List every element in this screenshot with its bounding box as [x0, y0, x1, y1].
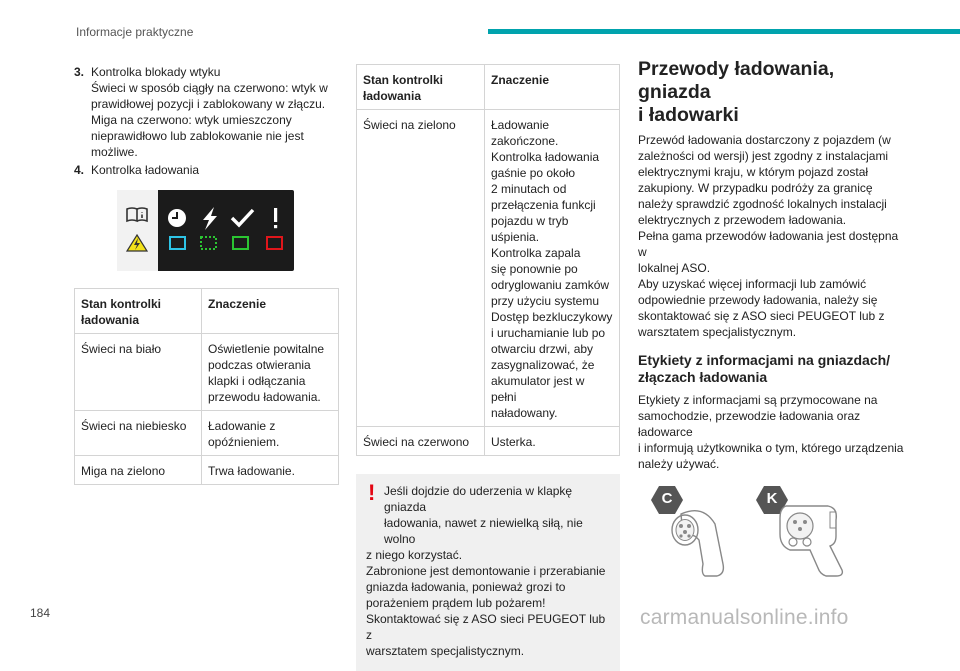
page-number: 184 — [30, 606, 51, 620]
table-cell: Usterka. — [485, 427, 620, 456]
table-row — [75, 334, 339, 411]
indicator-table — [74, 288, 339, 485]
list-item-text: Kontrolka ładowania — [91, 163, 200, 177]
table-cell: Trwa ładowanie. — [202, 456, 339, 485]
column-middle — [356, 64, 620, 671]
table-header: Znaczenie — [485, 65, 620, 110]
table-header: Znaczenie — [202, 289, 339, 334]
table-header-row — [75, 289, 339, 334]
lightning-icon — [203, 207, 217, 230]
column-right — [638, 58, 904, 584]
warning-lead: Jeśli dojdzie do uderzenia w klapkę gniazda ładowania, nawet z niewielką siłą, nie wolno — [384, 484, 583, 546]
list-item-number: 4. — [74, 163, 85, 177]
table-cell: Świeci na czerwono — [357, 427, 485, 456]
table-row — [75, 456, 339, 485]
indicator-green — [233, 237, 248, 249]
column-left — [74, 64, 339, 485]
warning-box — [356, 474, 620, 671]
table-cell: Ładowanie z opóźnieniem. — [202, 411, 339, 456]
subsection-heading: Etykiety z informacjami na gniazdach/ złączach ładowania — [638, 352, 891, 385]
connector-c — [643, 484, 743, 583]
table-row — [75, 411, 339, 456]
section-paragraph: Przewód ładowania dostarczony z pojazdem (w zależności od wersji) jest zgodny z instalacjami elektrycznymi kraju, w którym pojazd został zakupiony. W przypadku podróży za granicę należy sprawdzić zgodność lokalnych instalacji elektrycznych z przewodem ładowania. Pełna gama przewodów ładowania jest dostępna w lokalnej ASO. Aby uzyskać więcej informacji lub zamówić odpowiednie przewody ładowania, należy się skontaktować się z ASO sieci PEUGEOT lub z warsztatem specjalistycznym. — [638, 133, 899, 339]
warning-text: z niego korzystać. Zabronione jest demontowanie i przerabianie gniazda ładowania, ponieważ grozi to porażeniem prądem lub pożarem! Skontaktować się z ASO sieci PEUGEOT lub z warsztatem specjalistycznym. — [366, 548, 606, 658]
subsection-paragraph: Etykiety z informacjami są przymocowane na samochodzie, przewodzie ładowania oraz ładowarce i informują użytkownika o tym, którego urządzenia należy używać. — [638, 393, 904, 471]
watermark: carmanualsonline.info — [640, 606, 849, 629]
book-icon — [127, 208, 147, 221]
header-accent-bar — [488, 29, 960, 34]
table-header-row — [357, 65, 620, 110]
connector-illustrations — [638, 484, 904, 584]
check-icon — [232, 210, 253, 225]
clock-icon — [168, 209, 186, 227]
table-cell: Oświetlenie powitalne podczas otwierania klapki i odłączania przewodu ładowania. — [202, 334, 339, 411]
warning-icon: ! — [368, 480, 376, 505]
table-cell: Miga na zielono — [75, 456, 202, 485]
indicator-cyan — [170, 237, 185, 249]
table-cell: Świeci na zielono — [357, 110, 485, 427]
indicator-red — [267, 237, 282, 249]
list-item-text: Kontrolka blokady wtyku Świeci w sposób ciągły na czerwono: wtyk w prawidłowej pozycji i zablokowany w złączu. Miga na czerwono: wtyk umieszczony nieprawidłowo lub zablokowanie nie jest możliwe. — [91, 65, 328, 159]
table-header: Stan kontrolki ładowania — [357, 65, 485, 110]
table-row — [357, 427, 620, 456]
table-row — [357, 110, 620, 427]
charging-indicator-panel — [117, 190, 294, 271]
table-cell: Świeci na biało — [75, 334, 202, 411]
section-title: Informacje praktyczne — [76, 25, 194, 39]
exclamation-icon — [274, 208, 277, 228]
connector-k-badge: K — [766, 490, 778, 507]
list-item — [74, 64, 339, 160]
table-cell: Ładowanie zakończone. Kontrolka ładowania gaśnie po około 2 minutach od przełączenia funkcji pojazdu w tryb uśpienia. Kontrolka zapala się ponownie po odryglowaniu zamków przy użyciu systemu Dostęp bezkluczykowy i uruchamianie lub po otwarciu drzwi, aby zasygnalizować, że akumulator jest w pełni naładowany. — [485, 110, 620, 427]
indicator-green-dotted — [201, 237, 216, 249]
table-header: Stan kontrolki ładowania — [75, 289, 202, 334]
charging-warning-icon — [127, 235, 147, 251]
indicator-table-continued — [356, 64, 620, 456]
connector-k — [746, 484, 856, 583]
list-item — [74, 162, 339, 178]
section-heading: Przewody ładowania, gniazda i ładowarki — [638, 58, 835, 126]
table-cell: Świeci na niebiesko — [75, 411, 202, 456]
list-item-number: 3. — [74, 65, 85, 79]
connector-c-badge: C — [661, 490, 673, 507]
